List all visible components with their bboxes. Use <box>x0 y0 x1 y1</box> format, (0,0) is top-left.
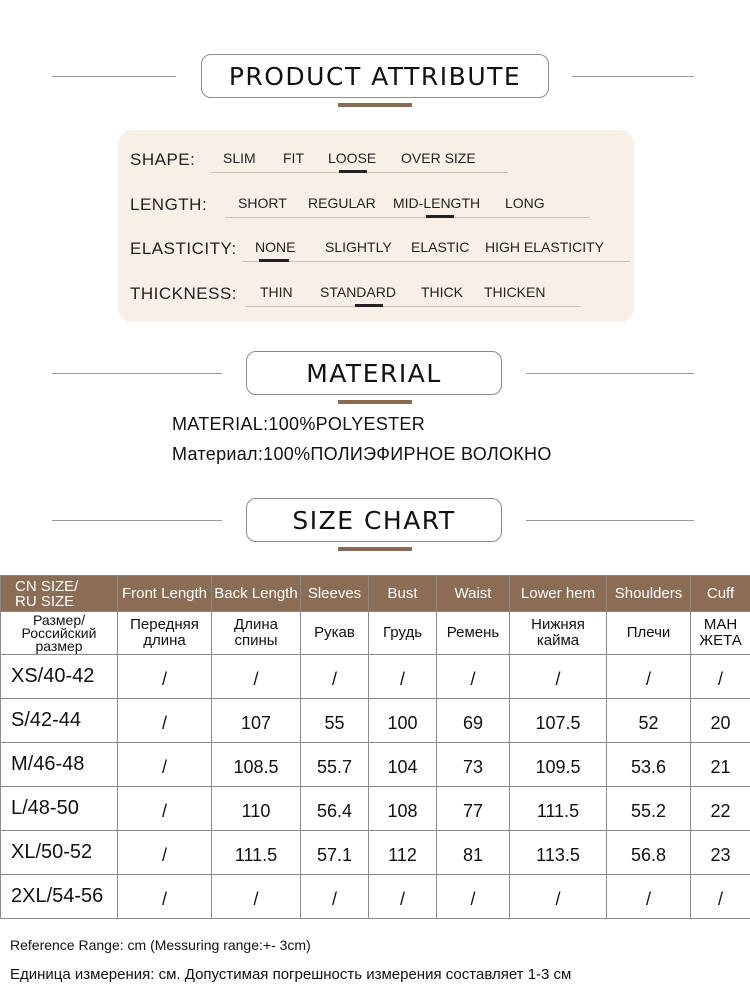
header-rule-left <box>52 373 222 374</box>
measurement-cell: 57.1 <box>301 831 369 875</box>
selected-marker <box>426 215 454 218</box>
measurement-cell: 23 <box>691 831 750 875</box>
measurement-cell: 53.6 <box>607 743 691 787</box>
measurement-cell: / <box>510 875 607 919</box>
measurement-cell: 110 <box>212 787 301 831</box>
table-row <box>1 655 750 699</box>
measurement-cell: 107 <box>212 699 301 743</box>
measurement-cell: / <box>369 875 437 919</box>
measurement-cell: 52 <box>607 699 691 743</box>
material-header <box>0 351 750 401</box>
attribute-option: SLIGHTLY <box>325 239 392 255</box>
selected-marker <box>259 259 289 262</box>
header-rule-left <box>52 520 222 521</box>
measurement-cell: 113.5 <box>510 831 607 875</box>
attribute-option: THICK <box>421 284 463 300</box>
measurement-cell: 56.8 <box>607 831 691 875</box>
attribute-label: LENGTH: <box>130 195 208 214</box>
table-header-russian <box>1 612 750 655</box>
measurement-cell: / <box>118 743 212 787</box>
material-russian: Материал:100%ПОЛИЭФИРНОЕ ВОЛОКНО <box>172 444 552 464</box>
header-ru-cell-8: МАН ЖЕТА <box>691 612 750 655</box>
measurement-cell: 81 <box>437 831 510 875</box>
size-chart-header <box>0 498 750 548</box>
header-en-cell-1: Front Length <box>118 576 212 612</box>
size-chart-title: SIZE CHART <box>246 498 502 542</box>
header-en-cell-3: Sleeves <box>301 576 369 612</box>
header-rule-left <box>52 76 176 77</box>
attribute-underline <box>225 217 590 218</box>
header-en-cell-7: Shoulders <box>607 576 691 612</box>
attribute-underline <box>242 261 630 262</box>
measurement-cell: 69 <box>437 699 510 743</box>
size-label-cell: S/42-44 <box>1 699 118 743</box>
selected-marker <box>339 170 367 173</box>
attribute-label: ELASTICITY: <box>130 239 237 258</box>
measurement-cell: / <box>691 875 750 919</box>
attribute-label: THICKNESS: <box>130 284 238 303</box>
measurement-cell: / <box>118 787 212 831</box>
measurement-cell: 104 <box>369 743 437 787</box>
attribute-option: THIN <box>260 284 293 300</box>
attribute-option: SLIM <box>223 150 256 166</box>
attribute-option-selected: LOOSE <box>328 150 377 166</box>
table-header-english <box>1 576 750 612</box>
measurement-cell: 73 <box>437 743 510 787</box>
attribute-option: LONG <box>505 195 545 211</box>
measurement-cell: / <box>691 655 750 699</box>
header-rule-right <box>526 373 694 374</box>
measurement-cell: / <box>510 655 607 699</box>
measurement-cell: / <box>369 655 437 699</box>
attribute-option: REGULAR <box>308 195 376 211</box>
attribute-option: OVER SIZE <box>401 150 476 166</box>
table-body <box>1 655 750 919</box>
attribute-underline <box>245 306 581 307</box>
measurement-cell: 55 <box>301 699 369 743</box>
size-label-cell: 2XL/54-56 <box>1 875 118 919</box>
header-ru-cell-2: Длина спины <box>212 612 301 655</box>
header-ru-cell-3: Рукав <box>301 612 369 655</box>
measurement-cell: 55.7 <box>301 743 369 787</box>
measurement-cell: 109.5 <box>510 743 607 787</box>
measurement-cell: / <box>301 875 369 919</box>
size-label-cell: XS/40-42 <box>1 655 118 699</box>
header-ru-cell-1: Передняя длина <box>118 612 212 655</box>
measurement-cell: / <box>118 699 212 743</box>
attribute-option-selected: MID-LENGTH <box>393 195 481 211</box>
measurement-cell: 108.5 <box>212 743 301 787</box>
reference-range-note: Reference Range: cm (Messuring range:+- 3cm) <box>10 937 311 953</box>
measurement-cell: 111.5 <box>212 831 301 875</box>
measurement-cell: 77 <box>437 787 510 831</box>
header-en-cell-2: Back Length <box>212 576 301 612</box>
attribute-label: SHAPE: <box>130 150 196 169</box>
measurement-cell: 107.5 <box>510 699 607 743</box>
attribute-option-selected: NONE <box>255 239 296 255</box>
measurement-cell: 112 <box>369 831 437 875</box>
attribute-option: FIT <box>283 150 304 166</box>
measurement-cell: 56.4 <box>301 787 369 831</box>
attribute-row-length <box>130 187 630 217</box>
measurement-cell: 22 <box>691 787 750 831</box>
measurement-cell: 20 <box>691 699 750 743</box>
header-ru-cell-7: Плечи <box>607 612 691 655</box>
header-en-cell-4: Bust <box>369 576 437 612</box>
measurement-cell: / <box>212 875 301 919</box>
table-row <box>1 787 750 831</box>
table-row <box>1 831 750 875</box>
header-accent-bar <box>338 547 412 551</box>
measurement-cell: / <box>607 655 691 699</box>
attribute-option: SHORT <box>238 195 287 211</box>
table-row <box>1 743 750 787</box>
table-row <box>1 875 750 919</box>
header-accent-bar <box>338 400 412 404</box>
selected-marker <box>355 304 383 307</box>
header-en-cell-6: Lower hem <box>510 576 607 612</box>
measurement-cell: / <box>118 875 212 919</box>
measurement-unit-note: Единица измерения: см. Допустимая погрешность измерения составляет 1-3 см <box>10 966 572 983</box>
measurement-cell: 111.5 <box>510 787 607 831</box>
measurement-cell: 100 <box>369 699 437 743</box>
header-en-cell-5: Waist <box>437 576 510 612</box>
header-ru-cell-0: Размер/ Российский размер <box>1 612 118 655</box>
size-chart-table <box>0 575 750 919</box>
material-english: MATERIAL:100%POLYESTER <box>172 414 426 434</box>
measurement-cell: / <box>437 655 510 699</box>
size-label-cell: XL/50-52 <box>1 831 118 875</box>
measurement-cell: / <box>607 875 691 919</box>
attribute-row-elasticity <box>130 231 630 261</box>
header-ru-cell-5: Ремень <box>437 612 510 655</box>
measurement-cell: / <box>212 655 301 699</box>
product-attribute-title: PRODUCT ATTRIBUTE <box>201 54 549 98</box>
header-en-cell-0: CN SIZE/ RU SIZE <box>1 576 118 612</box>
size-label-cell: M/46-48 <box>1 743 118 787</box>
attribute-option: HIGH ELASTICITY <box>485 239 605 255</box>
table-row <box>1 699 750 743</box>
measurement-cell: 55.2 <box>607 787 691 831</box>
header-rule-right <box>526 520 694 521</box>
attribute-option-selected: STANDARD <box>320 284 396 300</box>
attribute-row-shape <box>130 142 630 172</box>
header-rule-right <box>572 76 694 77</box>
measurement-cell: / <box>118 655 212 699</box>
attribute-panel <box>118 130 634 322</box>
measurement-cell: 21 <box>691 743 750 787</box>
header-accent-bar <box>338 103 412 107</box>
product-attribute-header <box>0 54 750 104</box>
measurement-cell: / <box>437 875 510 919</box>
size-label-cell: L/48-50 <box>1 787 118 831</box>
measurement-cell: / <box>301 655 369 699</box>
measurement-cell: / <box>118 831 212 875</box>
header-ru-cell-4: Грудь <box>369 612 437 655</box>
attribute-option: THICKEN <box>484 284 546 300</box>
material-title: MATERIAL <box>246 351 502 395</box>
measurement-cell: 108 <box>369 787 437 831</box>
header-en-cell-8: Cuff <box>691 576 750 612</box>
attribute-option: ELASTIC <box>411 239 470 255</box>
header-ru-cell-6: Нижняя кайма <box>510 612 607 655</box>
attribute-row-thickness <box>130 276 630 306</box>
